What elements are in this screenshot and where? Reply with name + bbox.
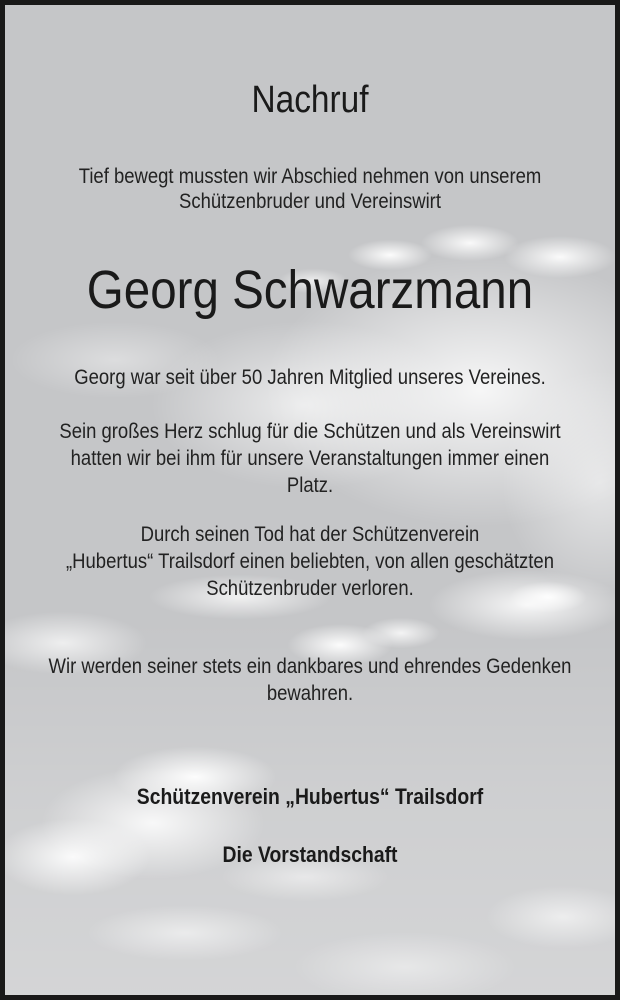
- notice-title: Nachruf: [251, 79, 369, 121]
- signature-board: Die Vorstandschaft: [222, 842, 398, 867]
- signature-organization: Schützenverein „Hubertus“ Trailsdorf: [136, 784, 484, 809]
- body-paragraph-loss: Durch seinen Tod hat der Schützenverein „Hubertus“ Trailsdorf einen beliebten, von allen geschätzten Schützenbruder verloren.: [66, 523, 554, 600]
- deceased-name: Georg Schwarzmann: [86, 260, 534, 320]
- sky-background: [5, 5, 615, 995]
- body-paragraph-membership: Georg war seit über 50 Jahren Mitglied unseres Vereines.: [74, 366, 546, 389]
- body-paragraph-remembrance: Wir werden seiner stets ein dankbares und ehrendes Gedenken bewahren.: [48, 655, 572, 705]
- body-paragraph-heart: Sein großes Herz schlug für die Schützen und als Vereinswirt hatten wir bei ihm für unsere Veranstaltungen immer einen Platz.: [59, 420, 561, 497]
- intro-text: Tief bewegt mussten wir Abschied nehmen von unserem Schützenbruder und Vereinswirt: [78, 165, 542, 213]
